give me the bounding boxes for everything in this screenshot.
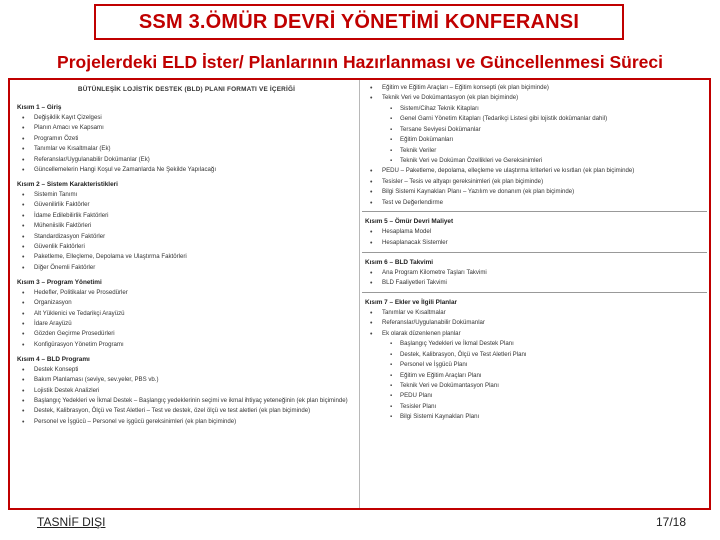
list-item: • Organizasyon: [14, 299, 359, 308]
list-item: • Bilgi Sistemi Kaynakları Planı – Yazılım ve donanım (ek plan biçiminde): [362, 188, 707, 197]
classification-label: TASNİF DIŞI: [37, 515, 106, 529]
list-item: • Test ve Değerlendirme: [362, 199, 707, 208]
list-item: • Standardizasyon Faktörler: [14, 233, 359, 242]
sub-list-item: ▪ Personel ve İşgücü Planı: [362, 361, 707, 370]
list-item: • Güvenilirlik Faktörler: [14, 201, 359, 210]
sub-list-item: ▪ Tesisler Planı: [362, 403, 707, 412]
section-title: Kısım 2 – Sistem Karakteristikleri: [17, 180, 118, 188]
section-list: [362, 228, 707, 247]
list-item: • Hesaplama Model: [362, 228, 707, 237]
section-list: [14, 289, 359, 350]
document-heading: BÜTÜNLEŞİK LOJİSTİK DESTEK (BLD) PLANI FORMATI VE İÇERİĞİ: [77, 86, 296, 93]
sub-list: [362, 105, 707, 166]
section-title: Kısım 4 – BLD Programı: [17, 355, 90, 363]
list-item: • Hesaplanacak Sistemler: [362, 239, 707, 248]
sub-list: [362, 340, 707, 422]
document-image-frame: [8, 78, 711, 510]
slide-title: SSM 3.ÖMÜR DEVRİ YÖNETİMİ KONFERANSI: [138, 10, 580, 33]
list-item: • Değişiklik Kayıt Çizelgesi: [14, 114, 359, 123]
section-title: Kısım 6 – BLD Takvimi: [365, 258, 434, 266]
list-item: • Gözden Geçirme Prosedürleri: [14, 330, 359, 339]
list-item: • İdare Arayüzü: [14, 320, 359, 329]
list-item: • Tesisler – Tesis ve altyapı gereksinimleri (ek plan biçiminde): [362, 178, 707, 187]
section-rule: [362, 292, 707, 293]
list-item: • Destek Konsepti: [14, 366, 359, 375]
sub-list-item: ▪ Teknik Veriler: [362, 147, 707, 156]
list-item: • Ek olarak düzenlenen planlar: [362, 330, 707, 339]
section-title: Kısım 7 – Ekler ve İlgili Planlar: [365, 298, 457, 306]
list-item: • PEDU – Paketleme, depolama, elleçleme ve ulaştırma kriterleri ve kısıtları (ek plan biçiminde): [362, 167, 707, 176]
list-item: • İdame Edilebilirlik Faktörleri: [14, 212, 359, 221]
list-item: • Güvenlik Faktörleri: [14, 243, 359, 252]
list-item: • Programın Özeti: [14, 135, 359, 144]
sub-list-item: ▪ Sistem/Cihaz Teknik Kitapları: [362, 105, 707, 114]
list-item: • Referanslar/Uygulanabilir Dokümanlar: [362, 319, 707, 328]
list-item: • Hedefler, Politikalar ve Prosedürler: [14, 289, 359, 298]
section-rule: [362, 252, 707, 253]
sub-list-item: ▪ Bilgi Sistemi Kaynakları Planı: [362, 413, 707, 422]
right-top-list: [362, 84, 707, 207]
sub-list-item: ▪ Tersane Seviyesi Dokümanlar: [362, 126, 707, 135]
list-item: • Personel ve İşgücü – Personel ve işgücü gereksinimleri (ek plan biçiminde): [14, 418, 359, 427]
section-list: [14, 191, 359, 273]
list-item: • Destek, Kalibrasyon, Ölçü ve Test Aletleri – Test ve destek, özel ölçü ve test aletleri (ek plan biçiminde): [14, 407, 359, 416]
left-sections: [14, 104, 359, 427]
list-item: • Planın Amacı ve Kapsamı: [14, 124, 359, 133]
list-item: • Lojistik Destek Analizleri: [14, 387, 359, 396]
page-number: 17/18: [655, 515, 686, 529]
list-item: • Teknik Veri ve Dokümantasyon (ek plan biçiminde): [362, 94, 707, 103]
sub-list-item: ▪ PEDU Planı: [362, 392, 707, 401]
sub-list-item: ▪ Destek, Kalibrasyon, Ölçü ve Test Aletleri Planı: [362, 351, 707, 360]
list-item: • Ana Program Kilometre Taşları Takvimi: [362, 269, 707, 278]
column-divider: [359, 80, 360, 510]
list-item: • Diğer Önemli Faktörler: [14, 264, 359, 273]
sub-list-item: ▪ Eğitim Dokümanları: [362, 136, 707, 145]
sub-list-item: ▪ Teknik Veri ve Doküman Özellikleri ve Gereksinimleri: [362, 157, 707, 166]
sub-list-item: ▪ Genel Garni Yönetim Kitapları (Tedarikçi Listesi gibi lojistik dokümanlar dahil): [362, 115, 707, 124]
list-item: • Tanımlar ve Kısaltmalar: [362, 309, 707, 318]
section-rule: [362, 211, 707, 212]
section-list: [362, 309, 707, 339]
document-left-column: [14, 82, 359, 508]
list-item: • Konfigürasyon Yönetim Programı: [14, 341, 359, 350]
section-list: [14, 114, 359, 175]
section-title: Kısım 5 – Ömür Devri Maliyet: [365, 218, 454, 226]
right-sections: [362, 211, 707, 422]
slide-subtitle: Projelerdeki ELD İster/ Planlarının Hazırlanması ve Güncellenmesi Süreci: [57, 52, 663, 72]
list-item: • Sistemin Tanımı: [14, 191, 359, 200]
list-item: • Referanslar/Uygulanabilir Dokümanlar (Ek): [14, 156, 359, 165]
list-item: • Müheniislik Faktörleri: [14, 222, 359, 231]
section-list: [14, 366, 359, 427]
section-list: [362, 269, 707, 288]
list-item: • Başlangıç Yedekleri ve İkmal Destek – Başlangıç yedeklerinin seçimi ve ikmal ihtiyaç yeteneğinin (ek plan biçiminde): [14, 397, 359, 406]
list-item: • Tanımlar ve Kısaltmalar (Ek): [14, 145, 359, 154]
section-title: Kısım 3 – Program Yönetimi: [17, 278, 102, 286]
document-right-column: [362, 82, 707, 508]
list-item: • Eğitim ve Eğitim Araçları – Eğitim konsepti (ek plan biçiminde): [362, 84, 707, 93]
list-item: • Bakım Planlaması (seviye, sev.yeler, PBS vb.): [14, 376, 359, 385]
sub-list-item: ▪ Eğitim ve Eğitim Araçları Planı: [362, 372, 707, 381]
list-item: • Paketleme, Elleçleme, Depolama ve Ulaştırma Faktörleri: [14, 253, 359, 262]
slide-title-box: [94, 4, 624, 40]
sub-list-item: ▪ Başlangıç Yedekleri ve İkmal Destek Planı: [362, 340, 707, 349]
section-title: Kısım 1 – Giriş: [17, 104, 62, 111]
list-item: • Alt Yüklenici ve Tedarikçi Arayüzü: [14, 310, 359, 319]
list-item: • BLD Faaliyetleri Takvimi: [362, 279, 707, 288]
list-item: • Güncellemelerin Hangi Koşul ve Zamanlarda Ne Şekilde Yapılacağı: [14, 166, 359, 175]
sub-list-item: ▪ Teknik Veri ve Dokümantasyon Planı: [362, 382, 707, 391]
